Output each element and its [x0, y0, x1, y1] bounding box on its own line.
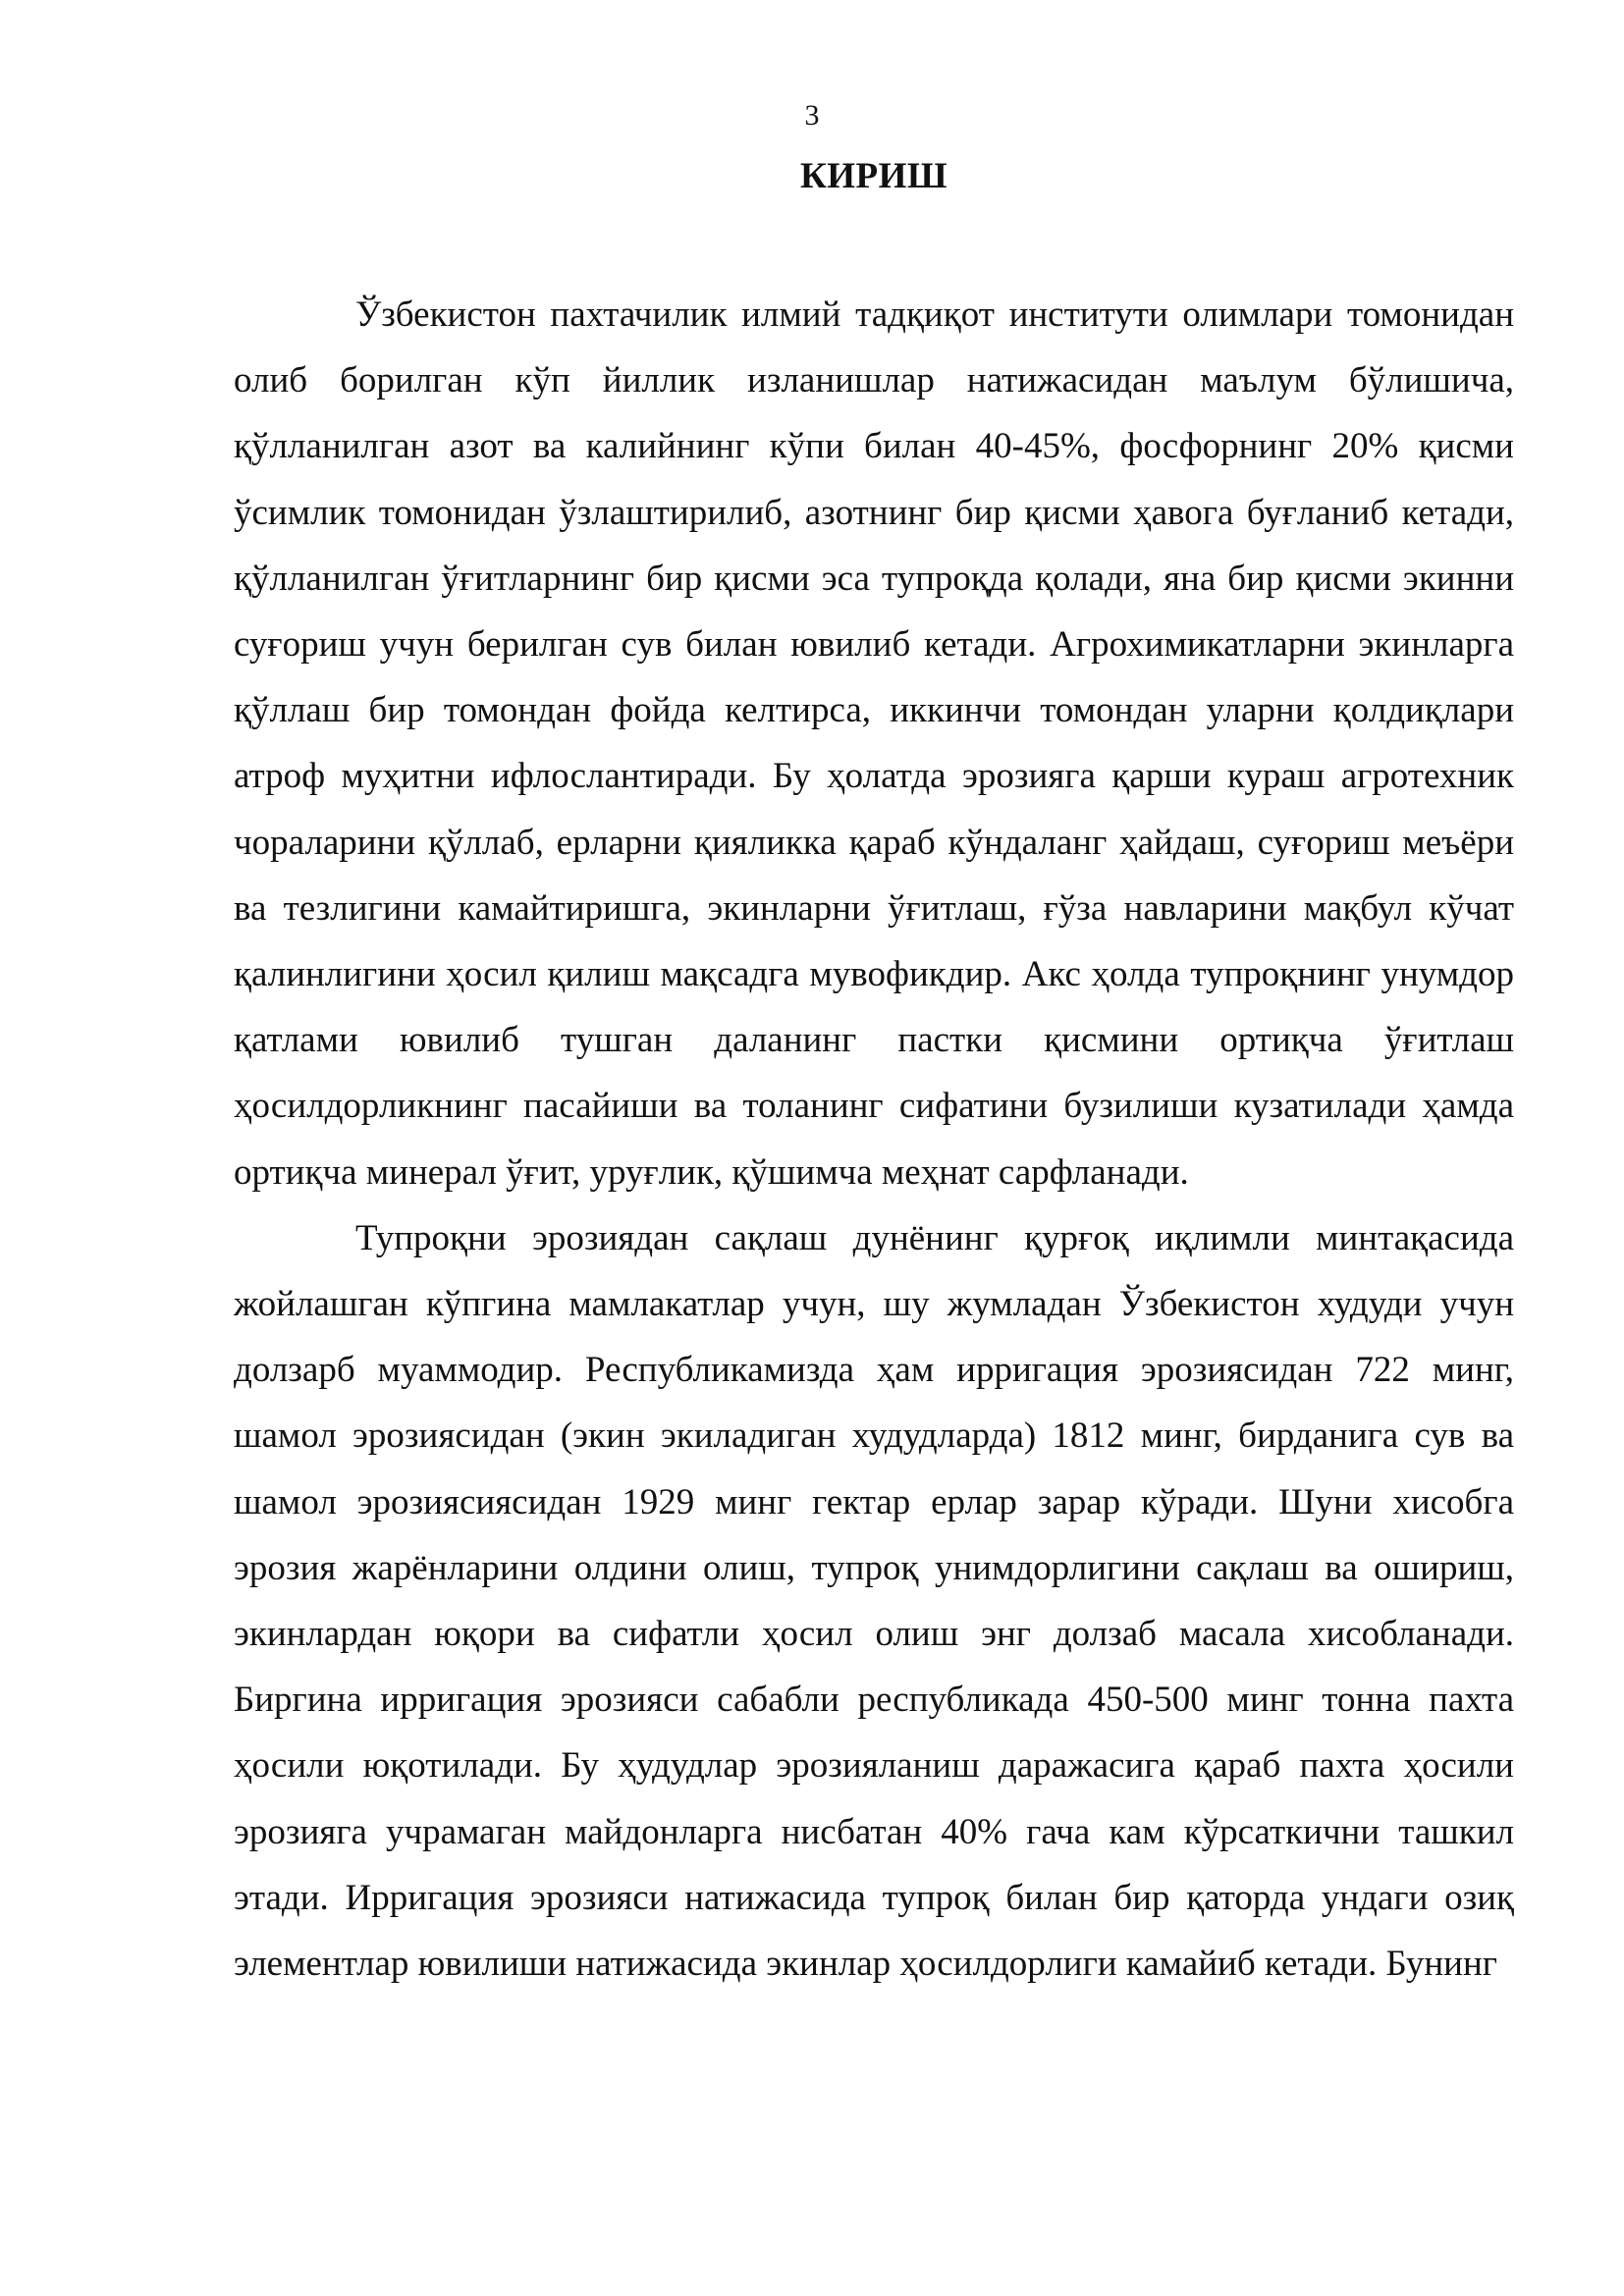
- body-text: [234, 282, 1514, 1997]
- paragraph-2: Тупроқни эрозиядан сақлаш дунёнинг қурғоқ иқлимли минтақасида жойлашган кўпгина мамлакатлар учун, шу жумладан Ўзбекистон худуди учун долзарб муаммодир. Республикамизда ҳам ирригация эрозиясидан 722 минг, шамол эрозиясидан (экин экиладиган худудларда) 1812 минг, бирданига сув ва шамол эрозиясиясидан 1929 минг гектар ерлар зарар кўради. Шуни хисобга эрозия жарёнларини олдини олиш, тупроқ унимдорлигини сақлаш ва ошириш, экинлардан юқори ва сифатли ҳосил олиш энг долзаб масала хисобланади. Биргина ирригация эрозияси сабабли республикада 450-500 минг тонна пахта ҳосили юқотилади. Бу ҳудудлар эрозияланиш даражасига қараб пахта ҳосили эрозияга учрамаган майдонларга нисбатан 40% гача кам кўрсаткични ташкил этади. Ирригация эрозияси натижасида тупроқ билан бир қаторда ундаги озиқ элементлар ювилиши натижасида экинлар ҳосилдорлиги камайиб кетади. Бунинг: [234, 1217, 1514, 1985]
- page-number: 3: [804, 99, 820, 132]
- paragraph-1: Ўзбекистон пахтачилик илмий тадқиқот институти олимлари томонидан олиб борилган кўп йиллик изланишлар натижасидан маълум бўлишича, қўлланилган азот ва калийнинг кўпи билан 40-45%, фосфорнинг 20% қисми ўсимлик томонидан ўзлаштирилиб, азотнинг бир қисми ҳавога буғланиб кетади, қўлланилган ўғитларнинг бир қисми эса тупроқда қолади, яна бир қисми экинни суғориш учун берилган сув билан ювилиб кетади. Агрохимикатларни экинларга қўллаш бир томондан фойда келтирса, иккинчи томондан уларни қолдиқлари атроф муҳитни ифлослантиради. Бу ҳолатда эрозияга қарши кураш агротехник чораларини қўллаб, ерларни қияликка қараб кўндаланг ҳайдаш, суғориш меъёри ва тезлигини камайтиришга, экинларни ўғитлаш, ғўза навларини мақбул кўчат қалинлигини ҳосил қилиш мақсадга мувофикдир. Акс ҳолда тупроқнинг унумдор қатлами ювилиб тушган даланинг пастки қисмини ортиқча ўғитлаш ҳосилдорликнинг пасайиши ва толанинг сифатини бузилиши кузатилади ҳамда ортиқча минерал ўғит, уруғлик, қўшимча меҳнат сарфланади.: [234, 294, 1514, 1193]
- page-title: КИРИШ: [799, 156, 948, 196]
